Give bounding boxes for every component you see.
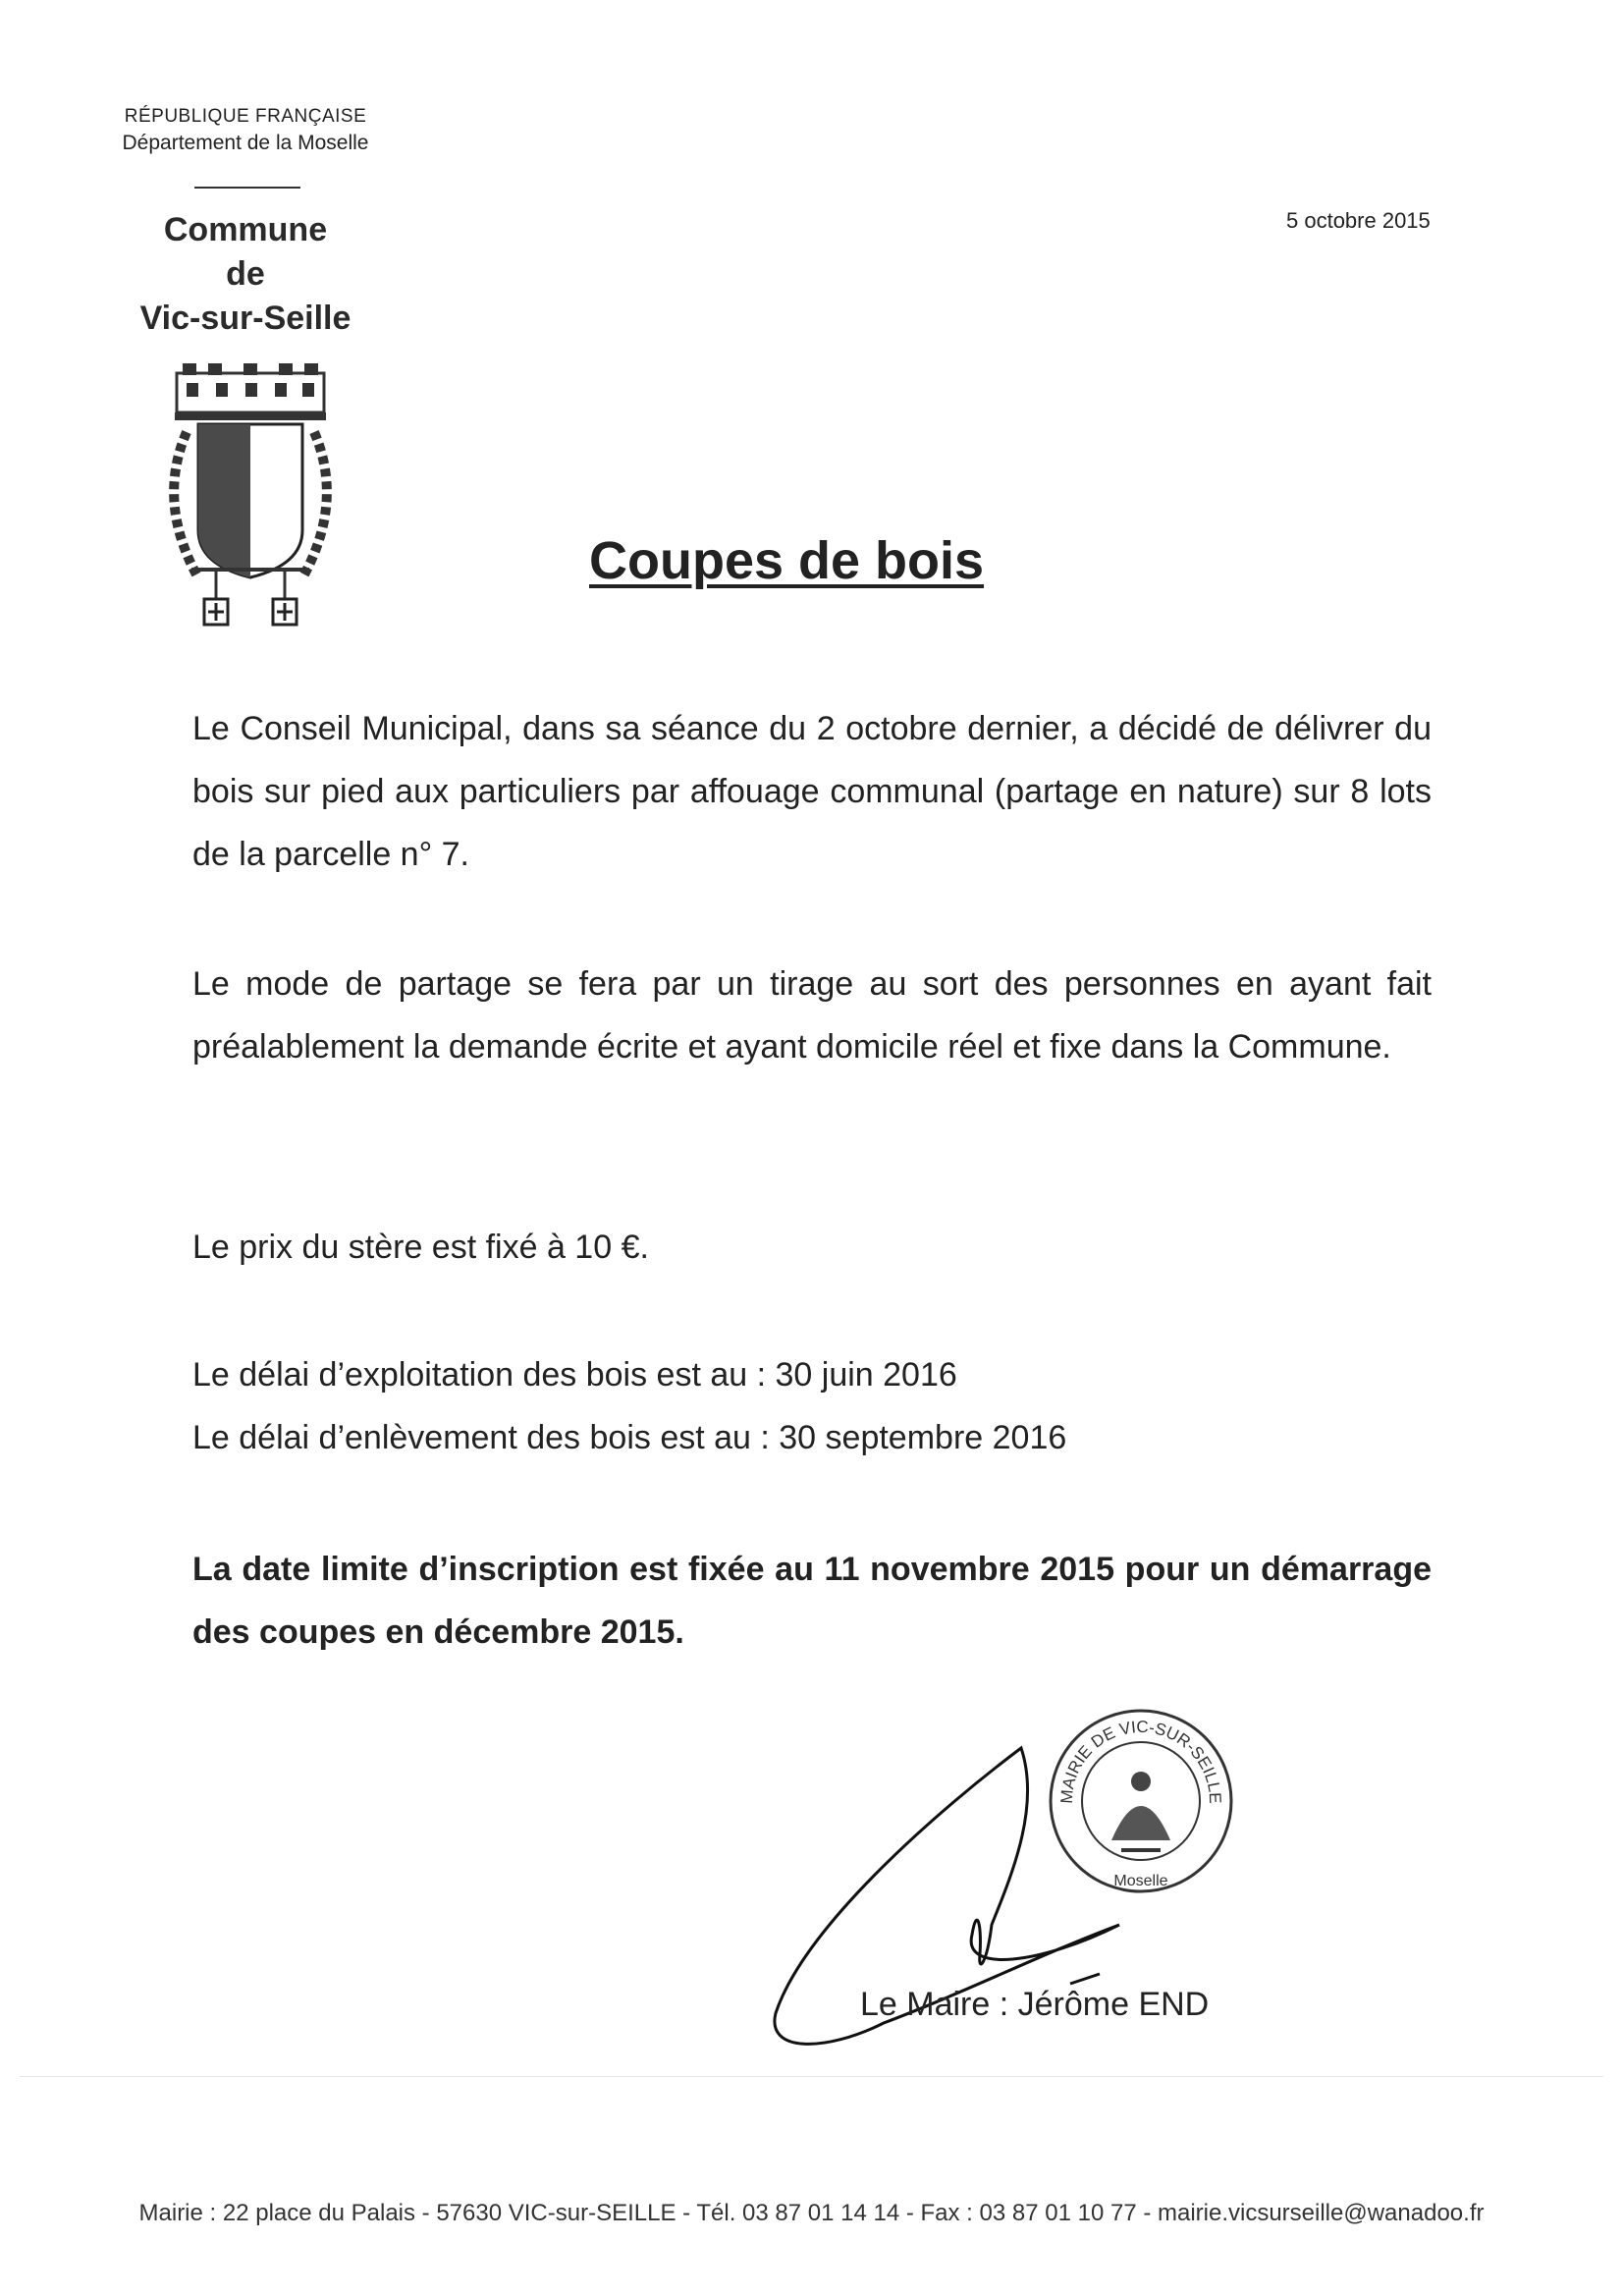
seal-text-bottom: Moselle xyxy=(1113,1873,1168,1889)
paragraph-affouage: Le Conseil Municipal, dans sa séance du 2 octobre dernier, a décidé de délivrer du bois sur pied aux particuliers par affouage communal (partage en nature) sur 8 lots de la parcelle n° 7. xyxy=(192,710,1432,873)
paragraph-prix-stere: Le prix du stère est fixé à 10 €. xyxy=(192,1229,649,1266)
paragraph-delai-exploitation: Le délai d’exploitation des bois est au : 30 juin 2016 xyxy=(192,1356,957,1394)
footer-divider xyxy=(20,2076,1603,2077)
document-date: 5 octobre 2015 xyxy=(1286,208,1431,233)
republique-francaise-label: RÉPUBLIQUE FRANÇAISE xyxy=(124,106,367,127)
commune-line-1: Commune xyxy=(163,211,328,248)
seal-text-top: MAIRIE DE VIC-SUR-SEILLE xyxy=(1056,1717,1225,1805)
paragraph-delai-enlevement: Le délai d’enlèvement des bois est au : 30 septembre 2016 xyxy=(192,1419,1067,1456)
paragraph-mode-partage: Le mode de partage se fera par un tirage au sort des personnes en ayant fait préalablement la demande écrite et ayant domicile réel et fixe dans la Commune. xyxy=(192,965,1432,1066)
commune-name xyxy=(118,208,373,341)
paragraph-date-limite: La date limite d’inscription est fixée au 11 novembre 2015 pour un démarrage des coupes en décembre 2015. xyxy=(192,1551,1432,1651)
header-divider xyxy=(194,187,300,189)
coat-of-arms-icon xyxy=(147,363,353,629)
page-title: Coupes de bois xyxy=(589,531,985,590)
commune-line-2: de xyxy=(226,255,265,293)
commune-line-3: Vic-sur-Seille xyxy=(139,300,352,337)
signatory-line: Le Maire : Jérôme END xyxy=(860,1986,1210,2023)
departement-label: Département de la Moselle xyxy=(122,132,369,154)
footer-contact: Mairie : 22 place du Palais - 57630 VIC-sur-SEILLE - Tél. 03 87 01 14 14 - Fax : 03 87 01 10 77 - mairie.vicsurseille@wanadoo.fr xyxy=(138,2200,1485,2226)
